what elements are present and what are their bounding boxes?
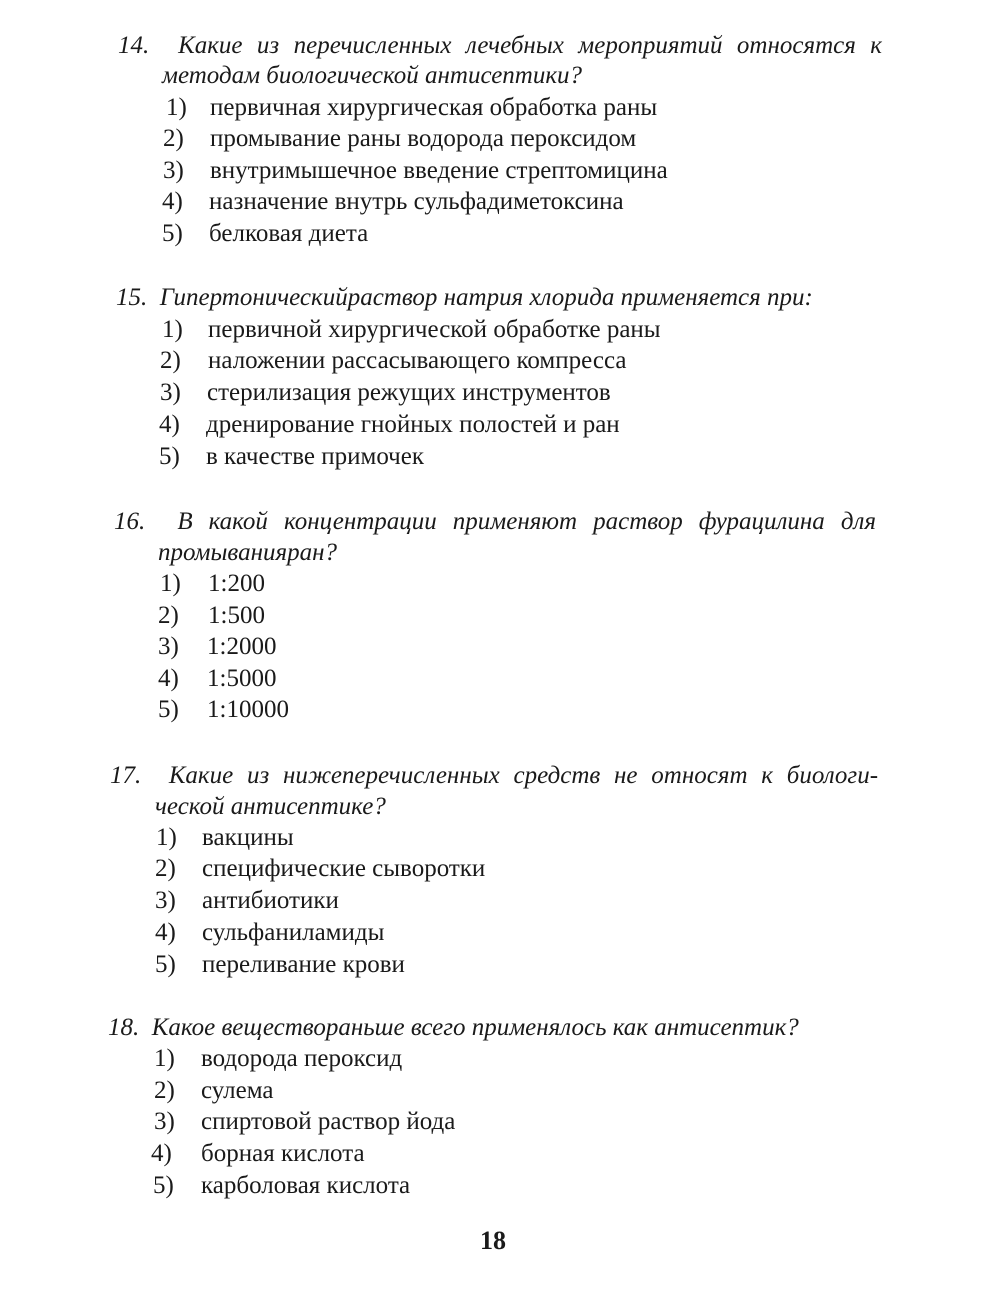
question-number: 14. <box>118 32 150 59</box>
option-number: 4) <box>155 919 176 946</box>
option-number: 4) <box>162 188 183 215</box>
option-text: специфические сыворотки <box>202 855 486 882</box>
option-number: 3) <box>163 157 184 184</box>
option-text: стерилизация режущих инструментов <box>207 379 611 406</box>
question-line <box>114 506 876 538</box>
option-number: 2) <box>158 602 179 629</box>
question-text: Какие из перечисленных лечебных мероприятий относятся к <box>178 32 882 59</box>
question-text: В какой концентрации применяют раствор фурацилина для <box>177 508 876 535</box>
option-number: 4) <box>158 665 179 692</box>
option-number: 4) <box>151 1140 172 1167</box>
question-number: 15. <box>116 284 148 311</box>
option-text: водорода пероксид <box>201 1045 403 1072</box>
option-text: антибиотики <box>202 887 339 914</box>
page-number: 18 <box>480 1226 506 1255</box>
option-number: 2) <box>160 347 181 374</box>
question-number: 16. <box>114 508 146 535</box>
option-text: спиртовой раствор йода <box>201 1108 456 1135</box>
question-text: ческой антисептике? <box>155 793 386 820</box>
option-number: 1) <box>154 1045 175 1072</box>
option-number: 2) <box>155 855 176 882</box>
option-number: 3) <box>155 887 176 914</box>
option-text: 1:10000 <box>207 696 289 723</box>
option-number: 3) <box>160 379 181 406</box>
option-number: 2) <box>154 1077 175 1104</box>
question-text: Какое веществораньше всего применялось как антисептик? <box>151 1014 799 1041</box>
question-number: 17. <box>110 762 142 789</box>
option-text: белковая диета <box>209 220 369 247</box>
option-number: 3) <box>154 1108 175 1135</box>
option-number: 1) <box>156 824 177 851</box>
option-text: карболовая кислота <box>201 1172 411 1199</box>
option-text: сульфаниламиды <box>202 919 385 946</box>
question-number: 18. <box>108 1014 140 1041</box>
option-number: 5) <box>158 696 179 723</box>
option-text: вакцины <box>202 824 294 851</box>
option-number: 4) <box>159 411 180 438</box>
question-text: методам биологической антисептики? <box>162 62 583 89</box>
option-text: 1:5000 <box>207 665 277 692</box>
question-text: Какие из нижеперечисленных средств не относят к биологи- <box>168 762 879 789</box>
option-text: 1:2000 <box>207 633 277 660</box>
question-text: промыванияран? <box>158 539 338 566</box>
question-line <box>110 760 878 792</box>
option-text: в качестве примочек <box>206 443 424 470</box>
question-line <box>116 282 813 314</box>
option-text: промывание раны водорода пероксидом <box>210 125 637 152</box>
option-number: 5) <box>153 1172 174 1199</box>
option-number: 3) <box>158 633 179 660</box>
option-text: 1:500 <box>208 602 265 629</box>
option-number: 5) <box>155 951 176 978</box>
option-text: дренирование гнойных полостей и ран <box>206 411 620 438</box>
question-line <box>118 30 882 62</box>
option-number: 1) <box>162 316 183 343</box>
option-number: 2) <box>163 125 184 152</box>
option-text: первичная хирургическая обработка раны <box>210 94 658 121</box>
option-text: первичной хирургической обработке раны <box>208 316 661 343</box>
option-number: 5) <box>159 443 180 470</box>
option-number: 1) <box>160 570 181 597</box>
option-text: внутримышечное введение стрептомицина <box>210 157 668 184</box>
option-text: сулема <box>201 1077 274 1104</box>
option-text: назначение внутрь сульфадиметоксина <box>209 188 624 215</box>
option-text: борная кислота <box>201 1140 365 1167</box>
option-text: переливание крови <box>202 951 405 978</box>
question-line <box>108 1012 799 1044</box>
option-number: 5) <box>162 220 183 247</box>
question-text: Гипертоническийраствор натрия хлорида применяется при: <box>159 284 813 311</box>
option-text: 1:200 <box>208 570 265 597</box>
option-number: 1) <box>166 94 187 121</box>
option-text: наложении рассасывающего компресса <box>208 347 627 374</box>
